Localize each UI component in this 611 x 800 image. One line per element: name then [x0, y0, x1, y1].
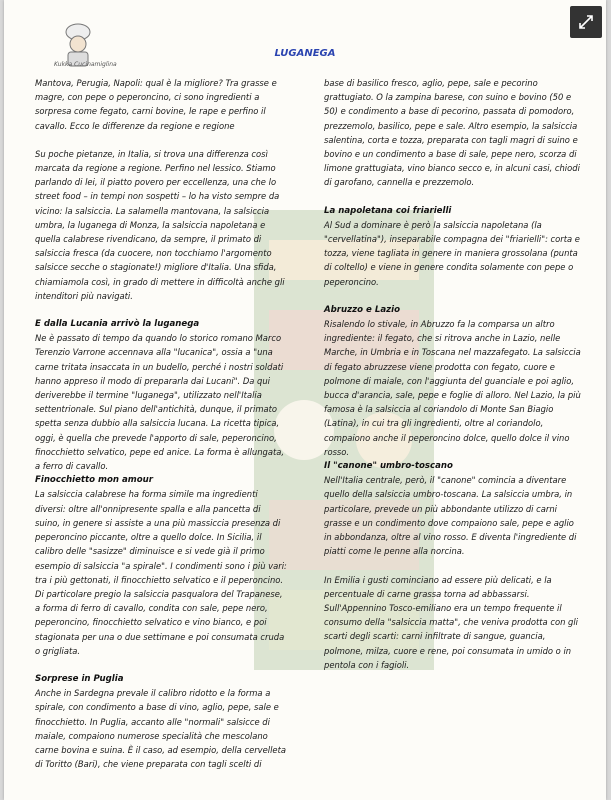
section-heading: Sorprese in Puglia	[35, 673, 124, 684]
paragraph: Anche in Sardegna prevale il calibro ridotto e la forma a spirale, con condimento a base di vino, aglio, pepe, sale e finocchietto. In Puglia, accanto alle "normali" salsicce di maiale, compaiono numerose specialità che mescolano carne bovina e suina. È il caso, ad esempio, della cervelleta di Toritto (Bari), che viene preparata con tagli scelti di	[35, 688, 287, 770]
paragraph: Nell'Italia centrale, però, il "canone" comincia a diventare quello della salsiccia umbro-toscana. La salsiccia umbra, in particolare, prevede un più abbondante utilizzo di carni grasse e un condimento dove compaiono sale, pepe e aglio in abbondanza, oltre al vino rosso. E diventa l'ingrediente di piatti come le penne alla norcina.	[324, 475, 577, 557]
section-heading: Finocchietto mon amour	[35, 475, 154, 486]
expand-button[interactable]	[570, 6, 602, 38]
section-heading: E dalla Lucania arrivò la luganega	[35, 319, 200, 330]
paragraph: Su poche pietanze, in Italia, si trova una differenza così marcata da regione a regione. Perfino nel lessico. Stiamo parlando di lei, il piatto povero per eccellenza, una che lo street food – in tempi non sospetti – lo ha visto sempre da vicino: la salsiccia. La salamella mantovana, la salsiccia umbra, la luganega di Monza, la salsiccia napoletana e quella calabrese rivendicano, da sempre, il primato di salsiccia fresca (da cuocere, non tocchiamo l'argomento salsicce secche o stagionate!) migliore d'Italia. Una sfida, chiamiamola così, in grado di mettere in difficoltà anche gli intenditori più navigati.	[35, 148, 285, 301]
intro-paragraph: Mantova, Perugia, Napoli: qual è la migliore? Tra grasse e magre, con pepe o peperoncino, ci sono ingredienti a sorpresa come fegato, carni bovine, le rape e perfino il cavallo. Ecco le differenze da regione e regione	[35, 78, 277, 131]
section-heading: Abruzzo e Lazio	[324, 304, 401, 315]
page-title: LUGANEGA	[274, 48, 336, 59]
paragraph: Ne è passato di tempo da quando lo storico romano Marco Terenzio Varrone accennava alla "lucanica", ossia a "una carne tritata insaccata in un budello, perché i nostri soldati hanno appreso il modo di prepararla dai Lucani". Da qui deriverebbe il termine "luganega", utilizzato nell'Italia settentrionale. Sul piano dell'antichità, dunque, il primato spetta senza dubbio alla salsiccia lucana. La ricetta tipica, oggi, è quella che prevede l'apporto di sale, peperoncino, finocchietto selvatico, pepe ed anice. La forma è allungata, a ferro di cavallo.	[35, 333, 285, 472]
paragraph: Risalendo lo stivale, in Abruzzo fa la comparsa un altro ingrediente: il fegato, che si ritrova anche in Lazio, nelle Marche, in Umbria e in Toscana nel mazzafegato. La salsiccia di fegato abruzzese viene prodotta con fegato, cuore e polmone di maiale, con l'aggiunta del guanciale e poi aglio, bucca d'arancia, sale, pepe e foglie di alloro. Nel Lazio, la più famosa è la salsiccia al coriandolo di Monte San Biagio (Latina), in cui tra gli ingredienti, oltre al coriandolo, compaiono anche il peperoncino dolce, quello dolce il vino rosso.	[324, 319, 581, 457]
paragraph: Al Sud a dominare è però la salsiccia napoletana (la "cervellatina"), inseparabile compagna dei "friarielli": corta e tozza, viene tagliata in genere in maniera grossolana (punta di coltello) e viene in genere condita solamente con pepe o peperoncino.	[324, 219, 580, 287]
paragraph: La salsiccia calabrese ha forma simile ma ingredienti diversi: oltre all'onnipresente spalla e alla pancetta di suino, in genere si assiste a una più massiccia presenza di peperoncino piccante, oltre a quello dolce. In Sicilia, il calibro delle "sasizze" diminuisce e si vede già il primo esempio di salsiccia "a spirale". I condimenti sono i più vari: tra i più gettonati, il finocchietto selvatico e il peperoncino. Di particolare pregio la salsiccia pasqualora del Trapanese, a forma di ferro di cavallo, condita con sale, pepe nero, peperoncino, finocchietto selvatico e vino bianco, e poi stagionata per una o due settimane e poi consumata cruda o grigliata.	[35, 489, 287, 656]
right-column	[324, 76, 582, 686]
left-column	[35, 76, 287, 771]
paragraph: base di basilico fresco, aglio, pepe, sale e pecorino grattugiato. O la zampina barese, con suino e bovino (50 e 50) e condimento a base di pecorino, passata di pomodoro, prezzemolo, basilico, pepe e sale. Altro esempio, la salsiccia salentina, corta e tozza, preparata con tagli magri di suino e bovino e un condimento a base di sale, pepe nero, scorza di limone grattugiata, vino bianco secco e, in alcuni casi, chiodi di garofano, cannella e prezzemolo.	[324, 78, 580, 188]
section-heading: Il "canone" umbro-toscano	[324, 461, 453, 472]
document-page	[4, 0, 606, 800]
logo-caption: Kukka Cucinamiglina	[54, 61, 117, 68]
expand-icon	[578, 14, 594, 30]
section-heading: La napoletana coi friarielli	[324, 205, 452, 216]
paragraph: In Emilia i gusti cominciano ad essere più delicati, e la percentuale di carne grassa torna ad abbassarsi. Sull'Appennino Tosco-emiliano era un tempo frequente il consumo della "salsiccia matta", che veniva prodotta con gli scarti degli scarti: carni infiltrate di sangue, guancia, polmone, milza, cuore e rene, poi consumata in umido o in pentola con i fagioli.	[324, 574, 579, 670]
